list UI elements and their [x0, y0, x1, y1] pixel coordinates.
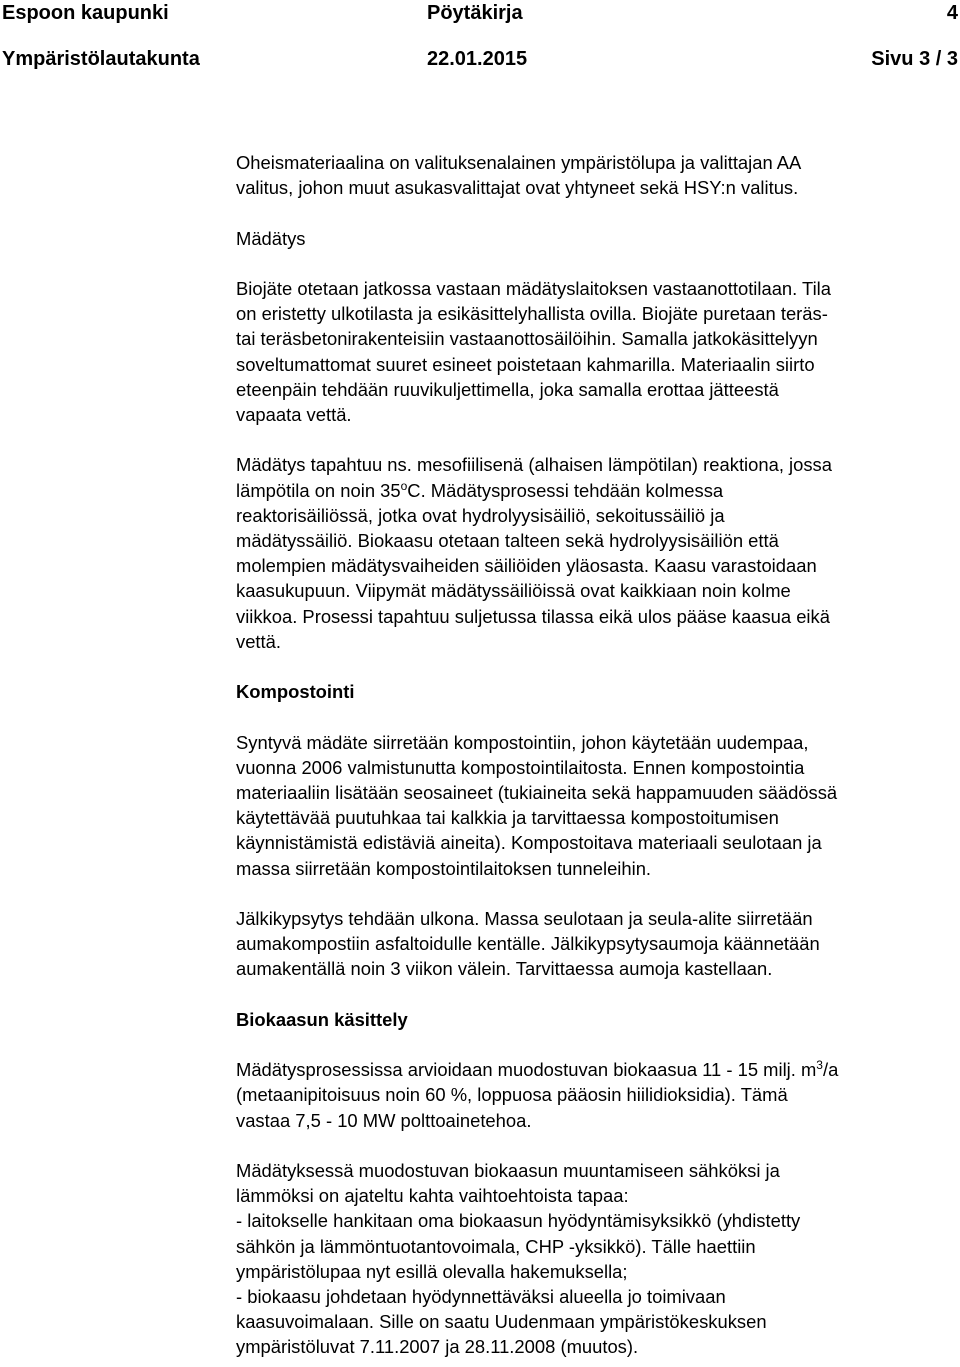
header-page: Sivu 3 / 3	[871, 48, 958, 70]
header-board: Ympäristölautakunta	[2, 48, 200, 70]
text-line: on eristetty ulkotilasta ja esikäsittelyhallista ovilla. Biojäte puretaan teräs-	[236, 303, 828, 325]
text-line: materiaaliin lisätään seosaineet (tukiaineita sekä happamuuden säädössä	[236, 782, 838, 803]
text-line: massa siirretään kompostointilaitoksen tunneleihin.	[236, 857, 652, 879]
text-line: vapaata vettä.	[236, 404, 352, 425]
text-fragment: /a	[822, 1059, 839, 1081]
intro-paragraph	[236, 150, 958, 200]
text-line	[236, 480, 723, 501]
text-fragment: C. Mädätysprosessi tehdään kolmessa	[407, 479, 724, 501]
text-line: molempien mädätysvaiheiden säiliöiden yläosasta. Kaasu varastoidaan	[236, 555, 817, 577]
text-line: soveltumattomat suuret esineet poistetaan kahmarilla. Materiaalin siirto	[236, 353, 815, 375]
header-date: 22.01.2015	[427, 48, 528, 70]
text-line: lämmöksi on ajateltu kahta vaihtoehtoista tapaa:	[236, 1185, 629, 1207]
section-heading-biokaasu: Biokaasun käsittely	[236, 1008, 408, 1030]
text-line: Biojäte otetaan jatkossa vastaan mädätyslaitoksen vastaanottotilaan. Tila	[236, 277, 831, 299]
text-line: Mädätyksessä muodostuvan biokaasun muuntamiseen sähköksi ja	[236, 1159, 780, 1181]
document-body	[236, 150, 958, 1360]
text-line: aumakentällä noin 3 viikon välein. Tarvittaessa aumoja kastellaan.	[236, 958, 773, 980]
text-line: Jälkikypsytys tehdään ulkona. Massa seulotaan ja seula-alite siirretään	[236, 908, 813, 929]
kompostointi-paragraph-2	[236, 906, 958, 982]
text-line: mädätyssäiliö. Biokaasu otetaan talteen sekä hydrolyysisäiliön että	[236, 530, 779, 551]
text-line: sähkön ja lämmöntuotantovoimala, CHP -yksikkö). Tälle haettiin	[236, 1235, 756, 1257]
text-line: käytettävää puutuhkaa tai kalkkia ja tarvittaessa kompostoitumisen	[236, 807, 779, 829]
header-org: Espoon kaupunki	[2, 2, 169, 24]
biokaasu-paragraph-1	[236, 1057, 958, 1133]
text-line: Oheismateriaalina on valituksenalainen ympäristölupa ja valittajan AA	[236, 152, 802, 173]
biokaasu-paragraph-2	[236, 1158, 958, 1360]
superscript: o	[400, 478, 408, 493]
text-line: ympäristöluvat 7.11.2007 ja 28.11.2008 (muutos).	[236, 1336, 639, 1358]
text-line: vastaa 7,5 - 10 MW polttoainetehoa.	[236, 1109, 532, 1131]
kompostointi-paragraph-1	[236, 730, 958, 881]
madatys-paragraph-2	[236, 452, 958, 654]
section-heading-kompostointi: Kompostointi	[236, 681, 355, 703]
madatys-paragraph-1	[236, 276, 958, 427]
text-line: - laitokselle hankitaan oma biokaasun hyödyntämisyksikkö (yhdistetty	[236, 1210, 801, 1232]
header-doc-type: Pöytäkirja	[427, 2, 523, 24]
text-line: kaasuvoimalaan. Sille on saatu Uudenmaan ympäristökeskuksen	[236, 1311, 767, 1333]
text-fragment: Mädätysprosessissa arvioidaan muodostuvan biokaasua 11 - 15 milj. m	[236, 1059, 817, 1081]
header-row-2	[0, 48, 960, 74]
text-line	[236, 1059, 838, 1080]
section-heading-madatys: Mädätys	[236, 227, 306, 249]
text-line: viikkoa. Prosessi tapahtuu suljetussa tilassa eikä ulos pääse kaasua eikä	[236, 605, 830, 627]
header-row-1	[0, 2, 960, 28]
text-line: kaasukupuun. Viipymät mädätyssäiliöissä ovat kaikkiaan noin kolme	[236, 580, 791, 602]
text-line: vuonna 2006 valmistunutta kompostointilaitosta. Ennen kompostointia	[236, 756, 805, 778]
text-line: eteenpäin tehdään ruuvikuljettimella, joka samalla erottaa jätteestä	[236, 378, 779, 400]
header-item-number: 4	[946, 2, 958, 24]
text-line: käynnistämistä edistäviä aineita). Kompostoitava materiaali seulotaan ja	[236, 832, 822, 854]
text-line: valitus, johon muut asukasvalittajat ovat yhtyneet sekä HSY:n valitus.	[236, 177, 799, 199]
text-line: reaktorisäiliössä, jotka ovat hydrolyysisäiliö, sekoitussäiliö ja	[236, 504, 725, 526]
text-fragment: lämpötila on noin 35	[236, 479, 401, 501]
superscript: 3	[816, 1058, 823, 1073]
text-line: aumakompostiin asfaltoidulle kentälle. Jälkikypsytysaumoja käännetään	[236, 933, 820, 955]
text-line: Mädätys tapahtuu ns. mesofiilisenä (alhaisen lämpötilan) reaktiona, jossa	[236, 454, 832, 476]
text-line: tai teräsbetonirakenteisiin vastaanottosäilöihin. Samalla jatkokäsittelyyn	[236, 328, 818, 350]
text-line: Syntyvä mädäte siirretään kompostointiin, johon käytetään uudempaa,	[236, 731, 809, 753]
text-line: vettä.	[236, 630, 281, 652]
text-line: ympäristölupaa nyt esillä olevalla hakemuksella;	[236, 1260, 628, 1282]
text-line: (metaanipitoisuus noin 60 %, loppuosa pääosin hiilidioksidia). Tämä	[236, 1084, 788, 1106]
text-line: - biokaasu johdetaan hyödynnettäväksi alueella jo toimivaan	[236, 1286, 726, 1307]
